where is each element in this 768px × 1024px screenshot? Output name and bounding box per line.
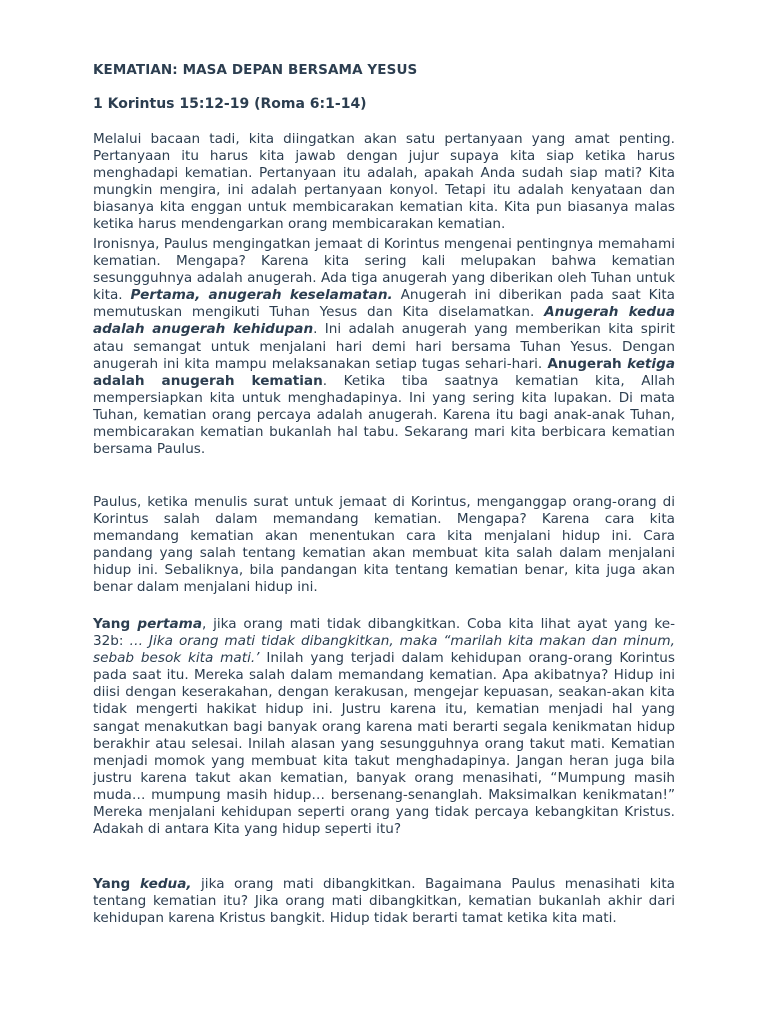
bible-quote: … Jika orang mati tidak dibangkitkan, maka “marilah kita makan dan minum, sebab besok kita mati.’	[93, 633, 675, 667]
paragraph-second-point	[93, 876, 675, 927]
page-title: KEMATIAN: MASA DEPAN BERSAMA YESUS	[93, 62, 418, 78]
emphasis-third-gift-lead: Anugerah	[547, 355, 628, 372]
scripture-reference: 1 Korintus 15:12-19 (Roma 6:1-14)	[93, 96, 367, 112]
paragraph-intro: Melalui bacaan tadi, kita diingatkan akan satu pertanyaan yang amat penting. Pertanyaan itu harus kita jawab dengan jujur supaya kita siap ketika harus menghadapi kematian. Pertanyaan itu adalah, apakah Anda sudah siap mati? Kita mungkin mengira, ini adalah pertanyaan konyol. Tetapi itu adalah kenyataan dan biasanya kita enggan untuk membicarakan kematian kita. Kita pun biasanya malas ketika harus mendengarkan orang membicarakan kematian.	[93, 131, 675, 233]
point-ordinal: kedua,	[140, 876, 192, 892]
paragraph-text: , jika orang mati tidak dibangkitkan. Coba kita lihat ayat yang ke-32b:	[93, 616, 676, 650]
emphasis-first-gift: Pertama, anugerah keselamatan.	[130, 287, 393, 304]
paragraph-text: Ironisnya, Paulus mengingatkan jemaat di Korintus mengenai pentingnya memahami kematian. Mengapa? Karena kita sering kali melupakan bahwa kematian sesungguhnya adalah anugerah. Ada tiga anugerah yang diberikan oleh Tuhan untuk kita.	[93, 236, 675, 304]
paragraph-text: Anugerah ini diberikan pada saat Kita memutuskan mengikuti Tuhan Yesus dan Kita diselamatkan.	[93, 287, 676, 321]
paragraph-text: Inilah yang terjadi dalam kehidupan orang-orang Korintus pada saat itu. Mereka salah dalam memandang kematian. Apa akibatnya? Hidup ini diisi dengan keserakahan, dengan kerakusan, mengejar kepuasan, seakan-akan kita tidak mengerti hakikat hidup ini. Justru karena itu, kematian menjadi hal yang sangat menakutkan bagi banyak orang karena mati berarti segala kenikmatan hidup berakhir atau selesai. Inilah alasan yang sesungguhnya orang takut mati. Kematian menjadi momok yang membuat kita takut menghadapinya. Jangan heran juga bila justru karena takut akan kematian, banyak orang menasihati, “Mumpung masih muda… mumpung masih hidup… bersenang-senanglah. Maksimalkan kenikmatan!” Mereka menjalani kehidupan seperti orang yang tidak percaya kebangkitan Kristus. Adakah di antara Kita yang hidup seperti itu?	[93, 650, 675, 838]
point-lead: Yang	[93, 876, 141, 892]
paragraph-text: . Ketika tiba saatnya kematian kita, Allah mempersiapkan kita untuk menghadapinya. Ini yang sering kita lupakan. Di mata Tuhan, kematian orang percaya adalah anugerah. Karena itu bagi anak-anak Tuhan, membicarakan kematian bukanlah hal tabu. Sekarang mari kita berbicara kematian bersama Paulus.	[93, 372, 675, 458]
point-lead: Yang	[93, 616, 138, 632]
emphasis-third-gift-rest: adalah anugerah kematian	[93, 372, 323, 389]
point-ordinal: pertama	[137, 616, 203, 632]
paragraph-first-point	[93, 616, 675, 838]
emphasis-third-gift-word: ketiga	[627, 355, 675, 372]
paragraph-text: jika orang mati dibangkitkan. Bagaimana Paulus menasihati kita tentang kematian itu? Jika orang mati dibangkitkan, kematian bukanlah akhir dari kehidupan karena Kristus bangkit. Hidup tidak berarti tamat ketika kita mati.	[93, 876, 675, 927]
emphasis-second-gift: Anugerah kedua adalah anugerah kehidupan	[93, 304, 675, 338]
paragraph-paulus: Paulus, ketika menulis surat untuk jemaat di Korintus, menganggap orang-orang di Korintus salah dalam memandang kematian. Mengapa? Karena cara kita memandang kematian akan menentukan cara kita menjalani hidup ini. Cara pandang yang salah tentang kematian akan membuat kita salah dalam menjalani hidup ini. Sebaliknya, bila pandangan kita tentang kematian benar, kita juga akan benar dalam menjalani hidup ini.	[93, 494, 675, 596]
paragraph-text: . Ini adalah anugerah yang memberikan kita spirit atau semangat untuk menjalani hari demi hari bersama Tuhan Yesus. Dengan anugerah ini kita mampu melaksanakan setiap tugas sehari-hari.	[93, 321, 675, 372]
paragraph-three-gifts	[93, 236, 675, 458]
